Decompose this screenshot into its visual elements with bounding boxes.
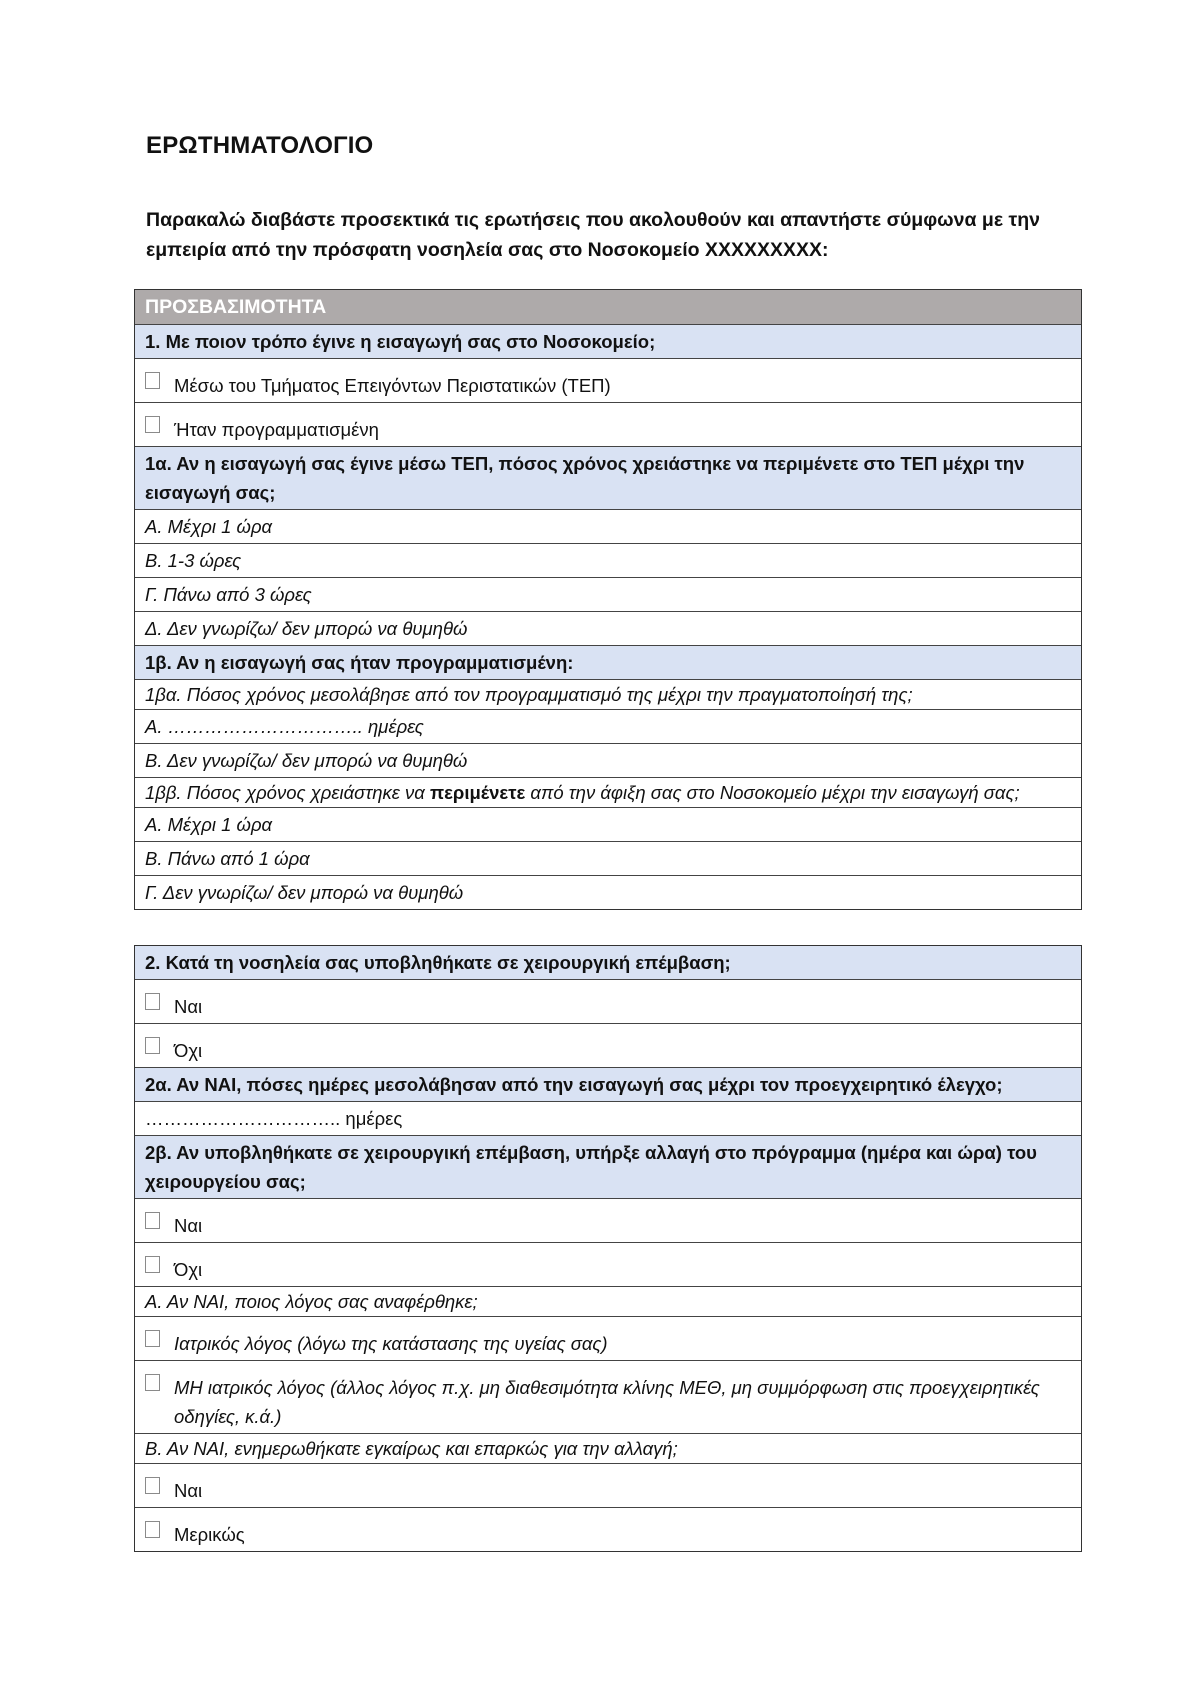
option-label: Ναι (174, 1480, 203, 1501)
questionnaire-table-accessibility (134, 289, 1082, 910)
subquestion-text: από την άφιξη σας στο Νοσοκομείο μέχρι την εισαγωγή σας; (525, 782, 1020, 803)
option-q1a-b[interactable]: Β. 1-3 ώρες (135, 544, 1081, 578)
option-label: Όχι (174, 1040, 203, 1061)
checkbox[interactable] (145, 1256, 160, 1273)
checkbox[interactable] (145, 993, 160, 1010)
option-q1ba-a[interactable]: Α. ………………………….. ημέρες (135, 710, 1081, 744)
option-informed-yes[interactable] (135, 1464, 1081, 1508)
option-label: Ήταν προγραμματισμένη (174, 419, 379, 440)
subquestion-2b-a: Α. Αν ΝΑΙ, ποιος λόγος σας αναφέρθηκε; (135, 1287, 1081, 1317)
option-label: ΜΗ ιατρικός λόγος (άλλος λόγος π.χ. μη διαθεσιμότητα κλίνης ΜΕΘ, μη συμμόρφωση στις προεγχειρητικές οδηγίες, κ.ά.) (174, 1377, 1040, 1427)
question-1: 1. Με ποιον τρόπο έγινε η εισαγωγή σας στο Νοσοκομείο; (135, 325, 1081, 359)
option-q2-no[interactable] (135, 1024, 1081, 1068)
checkbox[interactable] (145, 372, 160, 389)
option-label: Όχι (174, 1259, 203, 1280)
option-label: Ναι (174, 996, 203, 1017)
section-header: ΠΡΟΣΒΑΣΙΜΟΤΗΤΑ (135, 290, 1081, 325)
option-reason-non-medical[interactable] (135, 1361, 1081, 1434)
checkbox[interactable] (145, 1212, 160, 1229)
option-label: Ιατρικός λόγος (λόγω της κατάστασης της υγείας σας) (174, 1333, 608, 1354)
questionnaire-table-surgery (134, 945, 1082, 1552)
option-q1a-c[interactable]: Γ. Πάνω από 3 ώρες (135, 578, 1081, 612)
option-q1a-d[interactable]: Δ. Δεν γνωρίζω/ δεν μπορώ να θυμηθώ (135, 612, 1081, 646)
option-q1bb-a[interactable]: Α. Μέχρι 1 ώρα (135, 808, 1081, 842)
checkbox[interactable] (145, 1374, 160, 1391)
emphasis-text: περιμένετε (429, 782, 526, 803)
option-q2-yes[interactable] (135, 980, 1081, 1024)
option-label: Ναι (174, 1215, 203, 1236)
option-q2b-yes[interactable] (135, 1199, 1081, 1243)
question-2: 2. Κατά τη νοσηλεία σας υποβληθήκατε σε χειρουργική επέμβαση; (135, 946, 1081, 980)
option-q1a-a[interactable]: Α. Μέχρι 1 ώρα (135, 510, 1081, 544)
checkbox[interactable] (145, 1037, 160, 1054)
option-label: Μέσω του Τμήματος Επειγόντων Περιστατικών (ΤΕΠ) (174, 375, 611, 396)
option-q2b-no[interactable] (135, 1243, 1081, 1287)
question-1a: 1α. Αν η εισαγωγή σας έγινε μέσω ΤΕΠ, πόσος χρόνος χρειάστηκε να περιμένετε στο ΤΕΠ μέχρι την εισαγωγή σας; (135, 447, 1081, 510)
subquestion-1bb (135, 778, 1081, 808)
option-reason-medical[interactable] (135, 1317, 1081, 1361)
checkbox[interactable] (145, 1477, 160, 1494)
option-q1bb-c[interactable]: Γ. Δεν γνωρίζω/ δεν μπορώ να θυμηθώ (145, 882, 464, 903)
intro-text: Παρακαλώ διαβάστε προσεκτικά τις ερωτήσεις που ακολουθούν και απαντήστε σύμφωνα με την εμπειρία από την πρόσφατη νοσηλεία σας στο Νοσοκομείο XXXXXXXXX: (146, 209, 1040, 261)
subquestion-text: 1ββ. Πόσος χρόνος χρειάστηκε να (145, 782, 430, 803)
checkbox[interactable] (145, 1330, 160, 1347)
answer-field-q2a[interactable]: ………………………….. ημέρες (135, 1102, 1081, 1136)
option-q1-scheduled[interactable] (135, 403, 1081, 447)
document-title: ΕΡΩΤΗΜΑΤΟΛΟΓΙΟ (146, 132, 374, 159)
option-informed-partially[interactable] (135, 1508, 1081, 1551)
option-q1-emergency[interactable] (135, 359, 1081, 403)
subquestion-1ba: 1βα. Πόσος χρόνος μεσολάβησε από τον προγραμματισμό της μέχρι την πραγματοποίησή της; (135, 680, 1081, 710)
question-2a: 2α. Αν ΝΑΙ, πόσες ημέρες μεσολάβησαν από την εισαγωγή σας μέχρι τον προεγχειρητικό έλεγχο; (135, 1068, 1081, 1102)
option-q1ba-b[interactable]: Β. Δεν γνωρίζω/ δεν μπορώ να θυμηθώ (135, 744, 1081, 778)
option-q1bb-b[interactable]: Β. Πάνω από 1 ώρα (135, 842, 1081, 876)
option-label: Μερικώς (174, 1524, 245, 1545)
checkbox[interactable] (145, 1521, 160, 1538)
question-2b: 2β. Αν υποβληθήκατε σε χειρουργική επέμβαση, υπήρξε αλλαγή στο πρόγραμμα (ημέρα και ώρα) του χειρουργείου σας; (135, 1136, 1081, 1199)
question-1b: 1β. Αν η εισαγωγή σας ήταν προγραμματισμένη: (135, 646, 1081, 680)
subquestion-2b-b: Β. Αν ΝΑΙ, ενημερωθήκατε εγκαίρως και επαρκώς για την αλλαγή; (135, 1434, 1081, 1464)
checkbox[interactable] (145, 416, 160, 433)
